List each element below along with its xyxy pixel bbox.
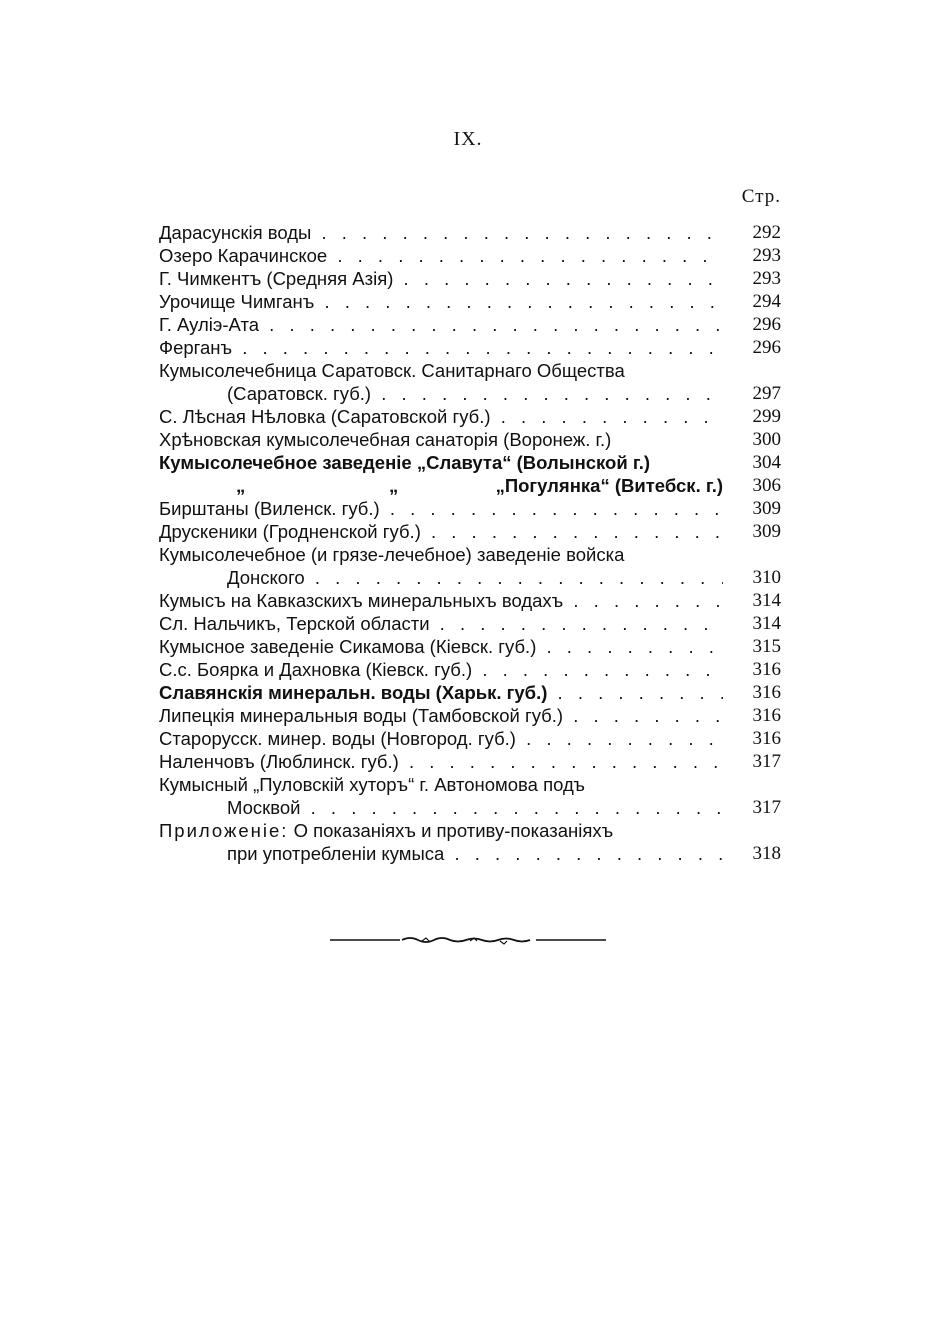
toc-entry-page: 318 [752,843,781,864]
toc-entry-page: 316 [752,705,781,726]
toc-entry [159,681,781,704]
toc-entry [159,290,781,313]
toc-entry-page: 315 [752,636,781,657]
toc-entry-title: Г. Чимкентъ (Средняя Азія) . . [159,267,723,290]
toc-entry-continuation [159,566,781,589]
appendix-label: Приложеніе: [159,820,289,841]
toc-entry [159,589,781,612]
toc-entry [159,773,781,796]
toc-entry [159,658,781,681]
toc-entry-page: 293 [752,245,781,266]
toc-entry-title: „Погулянка“ (Витебск. г.) [495,475,723,496]
toc-entry-title: Старорусск. минер. воды (Новгород. губ.) . . [159,727,723,750]
toc-entry [159,428,781,451]
toc-entry [159,750,781,773]
toc-entry-title [159,819,781,842]
toc-entry-title: (Саратовск. губ.) . . [227,382,723,405]
toc-entry-continuation [159,382,781,405]
toc-entry-title: при употребленіи кумыса . . [227,842,723,865]
toc-entry [159,313,781,336]
toc-entry-page: 314 [752,613,781,634]
toc-entry-page: 292 [752,222,781,243]
toc-entry-page: 316 [752,682,781,703]
toc-entry-title: Донского . . [227,566,723,589]
toc-entry [159,635,781,658]
toc-entry-page: 309 [752,498,781,519]
page-number: IX. [453,128,483,150]
toc-entry [159,704,781,727]
toc-entry-title: Урочище Чимганъ . . [159,290,723,313]
toc-entry-page: 310 [752,567,781,588]
toc-entry-title: Кумысолечебное (и грязе-лечебное) заведеніе войска [159,544,625,565]
appendix-title: О показаніяхъ и противу-показаніяхъ [293,820,614,841]
toc-entry [159,497,781,520]
toc-entry-title: Хрѣновская кумысолечебная санаторія (Воронеж. г.) [159,429,612,450]
toc-entry-page: 314 [752,590,781,611]
toc-entry-title: Кумысъ на Кавказскихъ минеральныхъ водахъ . . [159,589,723,612]
ditto-mark: „ [236,475,246,496]
toc-entry-continuation [159,796,781,819]
toc-entry-title: Москвой . . [227,796,723,819]
toc-entry-title: Озеро Карачинское . . [159,244,723,267]
toc-entry [159,727,781,750]
toc-entry [159,451,781,474]
toc-entry [159,612,781,635]
toc-entry-page: 317 [752,751,781,772]
toc-entry-title: С. Лѣсная Нѣловка (Саратовской губ.) . . [159,405,723,428]
toc-entry [159,359,781,382]
toc-entry-title: Кумысный „Пуловскій хуторъ“ г. Автономова подъ [159,774,585,795]
toc-entry [159,336,781,359]
toc-entry-page: 317 [752,797,781,818]
toc-entry [159,520,781,543]
toc-entry-page: 297 [752,383,781,404]
toc-entry [159,405,781,428]
toc-entry-continuation [159,842,781,865]
toc-entry-page: 309 [752,521,781,542]
toc-entry-title: Славянскія минеральн. воды (Харьк. губ.) . . [159,681,723,704]
toc-entry-title: Дарасунскія воды . . [159,221,723,244]
toc-entry-page: 294 [752,291,781,312]
toc-entry [159,221,781,244]
toc-entry-page: 296 [752,314,781,335]
toc-entry [159,543,781,566]
toc-entry-page: 296 [752,337,781,358]
toc-entry-appendix [159,819,781,842]
toc-entry-title: С.с. Боярка и Дахновка (Кіевск. губ.) . . [159,658,723,681]
toc-entry-title: Наленчовъ (Люблинск. губ.) . . [159,750,723,773]
toc-entry-page: 299 [752,406,781,427]
table-of-contents [159,221,781,865]
toc-entry-page: 304 [752,452,781,473]
toc-entry [159,267,781,290]
toc-entry-page: 306 [752,475,781,496]
toc-entry-title: Ферганъ . . [159,336,723,359]
toc-entry-page: 293 [752,268,781,289]
toc-entry-ditto [159,474,781,497]
toc-entry-title: Бирштаны (Виленск. губ.) . . [159,497,723,520]
toc-entry-title: Кумысолечебница Саратовск. Санитарнаго Общества [159,360,625,381]
toc-entry-page: 316 [752,728,781,749]
toc-entry-page: 300 [752,429,781,450]
toc-entry-title: Г. Ауліэ-Ата . . [159,313,723,336]
toc-entry-page: 316 [752,659,781,680]
toc-entry-title: Липецкія минеральныя воды (Тамбовской губ.) . . [159,704,723,727]
toc-entry-title: Кумысолечебное заведеніе „Славута“ (Волынской г.) [159,452,651,473]
toc-entry-title: Друскеники (Гродненской губ.) . . [159,520,723,543]
divider-flourish-icon [330,932,606,948]
page-column-header: Стр. [741,186,781,207]
ditto-mark: „ [389,475,399,496]
toc-entry-title: Кумысное заведеніе Сикамова (Кіевск. губ.) . . [159,635,723,658]
toc-entry [159,244,781,267]
toc-entry-title: Сл. Нальчикъ, Терской области . . [159,612,723,635]
